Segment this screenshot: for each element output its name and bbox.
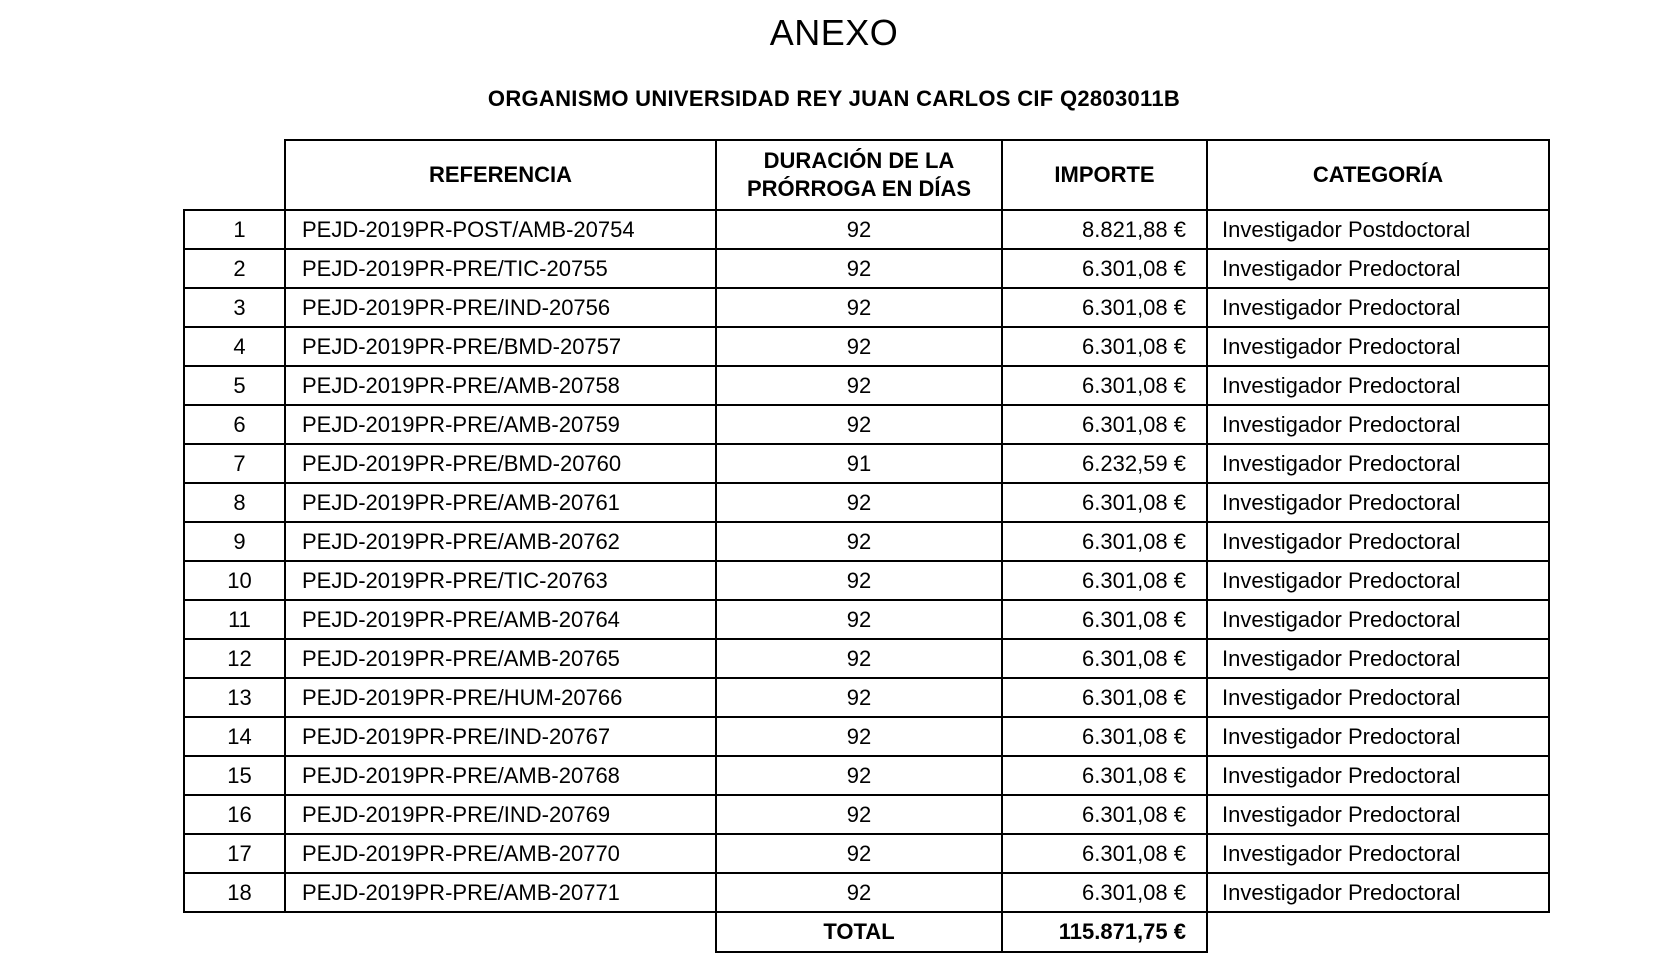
row-duracion: 92 — [716, 210, 1002, 249]
row-categoria: Investigador Predoctoral — [1207, 834, 1549, 873]
row-referencia: PEJD-2019PR-PRE/AMB-20770 — [285, 834, 716, 873]
row-referencia: PEJD-2019PR-PRE/AMB-20759 — [285, 405, 716, 444]
row-referencia: PEJD-2019PR-PRE/AMB-20771 — [285, 873, 716, 912]
row-referencia: PEJD-2019PR-PRE/IND-20756 — [285, 288, 716, 327]
row-importe: 6.301,08 € — [1002, 288, 1207, 327]
row-duracion: 92 — [716, 522, 1002, 561]
row-categoria: Investigador Predoctoral — [1207, 405, 1549, 444]
row-importe: 6.301,08 € — [1002, 522, 1207, 561]
header-duracion: DURACIÓN DE LA PRÓRROGA EN DÍAS — [716, 140, 1002, 210]
row-duracion: 92 — [716, 873, 1002, 912]
row-importe: 6.232,59 € — [1002, 444, 1207, 483]
row-categoria: Investigador Predoctoral — [1207, 639, 1549, 678]
row-duracion: 92 — [716, 639, 1002, 678]
row-importe: 6.301,08 € — [1002, 561, 1207, 600]
row-number: 10 — [184, 561, 285, 600]
row-importe: 6.301,08 € — [1002, 639, 1207, 678]
row-duracion: 92 — [716, 249, 1002, 288]
row-duracion: 92 — [716, 366, 1002, 405]
total-empty-cell — [1207, 912, 1549, 952]
row-duracion: 91 — [716, 444, 1002, 483]
table-row — [184, 288, 1549, 327]
row-referencia: PEJD-2019PR-PRE/TIC-20763 — [285, 561, 716, 600]
table-row — [184, 756, 1549, 795]
row-importe: 6.301,08 € — [1002, 756, 1207, 795]
row-importe: 6.301,08 € — [1002, 600, 1207, 639]
total-label: TOTAL — [716, 912, 1002, 952]
row-referencia: PEJD-2019PR-PRE/TIC-20755 — [285, 249, 716, 288]
row-referencia: PEJD-2019PR-PRE/AMB-20758 — [285, 366, 716, 405]
row-referencia: PEJD-2019PR-PRE/AMB-20765 — [285, 639, 716, 678]
table-row — [184, 600, 1549, 639]
row-duracion: 92 — [716, 600, 1002, 639]
table-row — [184, 444, 1549, 483]
row-number: 7 — [184, 444, 285, 483]
row-number: 16 — [184, 795, 285, 834]
row-duracion: 92 — [716, 795, 1002, 834]
row-number: 17 — [184, 834, 285, 873]
total-value: 115.871,75 € — [1002, 912, 1207, 952]
row-number: 1 — [184, 210, 285, 249]
row-number: 5 — [184, 366, 285, 405]
row-duracion: 92 — [716, 561, 1002, 600]
row-number: 6 — [184, 405, 285, 444]
row-number: 9 — [184, 522, 285, 561]
row-duracion: 92 — [716, 327, 1002, 366]
table-row — [184, 795, 1549, 834]
total-empty-cell — [285, 912, 716, 952]
table-row — [184, 405, 1549, 444]
row-duracion: 92 — [716, 678, 1002, 717]
table-row — [184, 327, 1549, 366]
table-row — [184, 678, 1549, 717]
row-categoria: Investigador Predoctoral — [1207, 600, 1549, 639]
table-row — [184, 834, 1549, 873]
document-title: ANEXO — [769, 12, 899, 53]
table-row — [184, 522, 1549, 561]
table-row — [184, 639, 1549, 678]
header-referencia: REFERENCIA — [285, 140, 716, 210]
row-categoria: Investigador Predoctoral — [1207, 756, 1549, 795]
row-duracion: 92 — [716, 834, 1002, 873]
row-importe: 6.301,08 € — [1002, 366, 1207, 405]
row-duracion: 92 — [716, 405, 1002, 444]
row-referencia: PEJD-2019PR-PRE/AMB-20762 — [285, 522, 716, 561]
header-blank-cell — [184, 140, 285, 210]
total-empty-cell — [184, 912, 285, 952]
row-duracion: 92 — [716, 717, 1002, 756]
header-importe: IMPORTE — [1002, 140, 1207, 210]
row-number: 4 — [184, 327, 285, 366]
row-importe: 6.301,08 € — [1002, 249, 1207, 288]
row-categoria: Investigador Predoctoral — [1207, 483, 1549, 522]
document-subtitle: ORGANISMO UNIVERSIDAD REY JUAN CARLOS CIF Q2803011B — [487, 86, 1181, 111]
annex-table — [183, 139, 1550, 953]
row-importe: 6.301,08 € — [1002, 327, 1207, 366]
row-referencia: PEJD-2019PR-PRE/AMB-20764 — [285, 600, 716, 639]
row-number: 18 — [184, 873, 285, 912]
table-body — [184, 210, 1549, 912]
row-categoria: Investigador Predoctoral — [1207, 717, 1549, 756]
row-duracion: 92 — [716, 483, 1002, 522]
row-importe: 8.821,88 € — [1002, 210, 1207, 249]
row-referencia: PEJD-2019PR-PRE/IND-20769 — [285, 795, 716, 834]
row-referencia: PEJD-2019PR-PRE/AMB-20761 — [285, 483, 716, 522]
row-categoria: Investigador Predoctoral — [1207, 873, 1549, 912]
row-importe: 6.301,08 € — [1002, 678, 1207, 717]
row-referencia: PEJD-2019PR-PRE/AMB-20768 — [285, 756, 716, 795]
row-referencia: PEJD-2019PR-PRE/IND-20767 — [285, 717, 716, 756]
row-number: 8 — [184, 483, 285, 522]
table-row — [184, 249, 1549, 288]
row-number: 14 — [184, 717, 285, 756]
table-row — [184, 483, 1549, 522]
row-categoria: Investigador Postdoctoral — [1207, 210, 1549, 249]
row-categoria: Investigador Predoctoral — [1207, 795, 1549, 834]
row-categoria: Investigador Predoctoral — [1207, 249, 1549, 288]
table-row — [184, 210, 1549, 249]
row-number: 3 — [184, 288, 285, 327]
row-importe: 6.301,08 € — [1002, 834, 1207, 873]
table-row — [184, 561, 1549, 600]
table-header-row — [184, 140, 1549, 210]
row-duracion: 92 — [716, 288, 1002, 327]
row-categoria: Investigador Predoctoral — [1207, 561, 1549, 600]
row-referencia: PEJD-2019PR-PRE/HUM-20766 — [285, 678, 716, 717]
row-importe: 6.301,08 € — [1002, 873, 1207, 912]
row-number: 12 — [184, 639, 285, 678]
row-referencia: PEJD-2019PR-PRE/BMD-20757 — [285, 327, 716, 366]
row-importe: 6.301,08 € — [1002, 717, 1207, 756]
table-row — [184, 366, 1549, 405]
row-importe: 6.301,08 € — [1002, 405, 1207, 444]
row-number: 13 — [184, 678, 285, 717]
table-row — [184, 717, 1549, 756]
total-row — [184, 912, 1549, 952]
row-categoria: Investigador Predoctoral — [1207, 678, 1549, 717]
row-importe: 6.301,08 € — [1002, 795, 1207, 834]
row-referencia: PEJD-2019PR-PRE/BMD-20760 — [285, 444, 716, 483]
row-categoria: Investigador Predoctoral — [1207, 327, 1549, 366]
row-number: 11 — [184, 600, 285, 639]
table-row — [184, 873, 1549, 912]
row-number: 15 — [184, 756, 285, 795]
row-duracion: 92 — [716, 756, 1002, 795]
row-categoria: Investigador Predoctoral — [1207, 366, 1549, 405]
row-categoria: Investigador Predoctoral — [1207, 522, 1549, 561]
row-categoria: Investigador Predoctoral — [1207, 444, 1549, 483]
header-categoria: CATEGORÍA — [1207, 140, 1549, 210]
row-categoria: Investigador Predoctoral — [1207, 288, 1549, 327]
row-number: 2 — [184, 249, 285, 288]
row-importe: 6.301,08 € — [1002, 483, 1207, 522]
row-referencia: PEJD-2019PR-POST/AMB-20754 — [285, 210, 716, 249]
